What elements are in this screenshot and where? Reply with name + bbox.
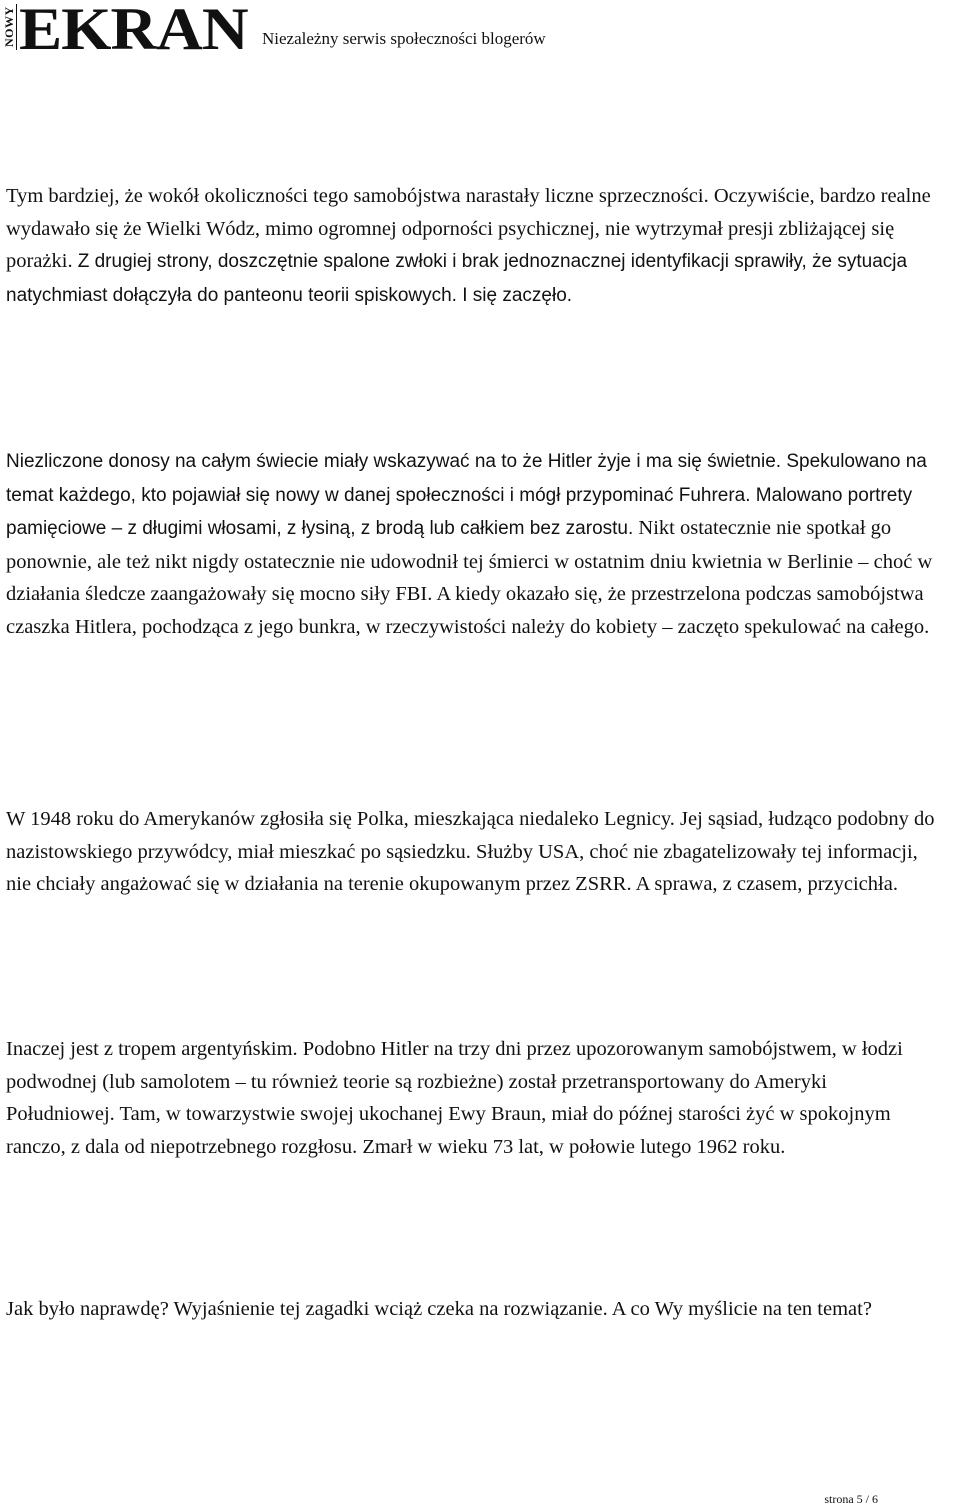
logo-small-text: NOWY: [2, 4, 17, 50]
paragraph-2-serif-part: Nikt ostatecznie nie spotkał go ponownie, ale też nikt nigdy ostatecznie nie udowodnił tej śmierci w ostatnim dniu kwietnia w Berlinie – choć w działania śledcze zaangażowały się mocno siły FBI. A kiedy okazało się, że przestrzelona podczas samobójstwa czaszka Hitlera, pochodząca z jego bunkra, w rzeczywistości należy do kobiety – zaczęto spekulować na całego.: [6, 517, 933, 638]
logo-main-text: EKRAN: [19, 0, 248, 62]
article-paragraph-4: Inaczej jest z tropem argentyńskim. Podobno Hitler na trzy dni przez upozorowanym samobójstwem, w łodzi podwodnej (lub samolotem – tu również teorie są rozbieżne) został przetransportowany do Ameryki Południowej. Tam, w towarzystwie swojej ukochanej Ewy Braun, miał do późnej starości żyć w spokojnym ranczo, z dala od niepotrzebnego rozgłosu. Zmarł w wieku 73 lat, w połowie lutego 1962 roku.: [6, 1038, 903, 1158]
paragraph-2-sans-part: Niezliczone donosy na całym świecie miały wskazywać na to że Hitler żyje i ma się świetnie. Spekulowano na temat każdego, kto pojawiał się nowy w danej społeczności i mógł przypominać Fuhrera. Malowano portrety pamięciowe – z długimi włosami, z łysiną, z brodą lub całkiem bez zarostu.: [6, 451, 927, 540]
article-paragraph-2: [6, 445, 936, 644]
page-number: strona 5 / 6: [824, 1492, 878, 1506]
site-tagline: Niezależny serwis społeczności blogerów: [262, 29, 546, 48]
paragraph-1-sans-part: Z drugiej strony, doszczętnie spalone zwłoki i brak jednoznacznej identyfikacji sprawiły, że sytuacja natychmiast dołączyła do panteonu teorii spiskowych. I się zaczęło.: [6, 251, 908, 306]
page-header: [0, 0, 960, 60]
article-paragraph-5: Jak było naprawdę? Wyjaśnienie tej zagadki wciąż czeka na rozwiązanie. A co Wy myślicie na ten temat?: [6, 1298, 872, 1320]
article-paragraph-1: [6, 180, 936, 312]
article-paragraph-3: W 1948 roku do Amerykanów zgłosiła się Polka, mieszkająca niedaleko Legnicy. Jej sąsiad, łudząco podobny do nazistowskiego przywódcy, miał mieszkać po sąsiedzku. Służby USA, choć nie zbagatelizowały tej informacji, nie chciały angażować się w działania na terenie okupowanym przez ZSRR. A sprawa, z czasem, przycichła.: [6, 808, 935, 896]
site-logo[interactable]: [2, 0, 248, 62]
paragraph-1-serif-part: Tym bardziej, że wokół okoliczności tego samobójstwa narastały liczne sprzeczności. Oczywiście, bardzo realne wydawało się że Wielki Wódz, mimo ogromnej odporności psychicznej, nie wytrzymał presji zbliżającej się porażki.: [6, 185, 931, 273]
